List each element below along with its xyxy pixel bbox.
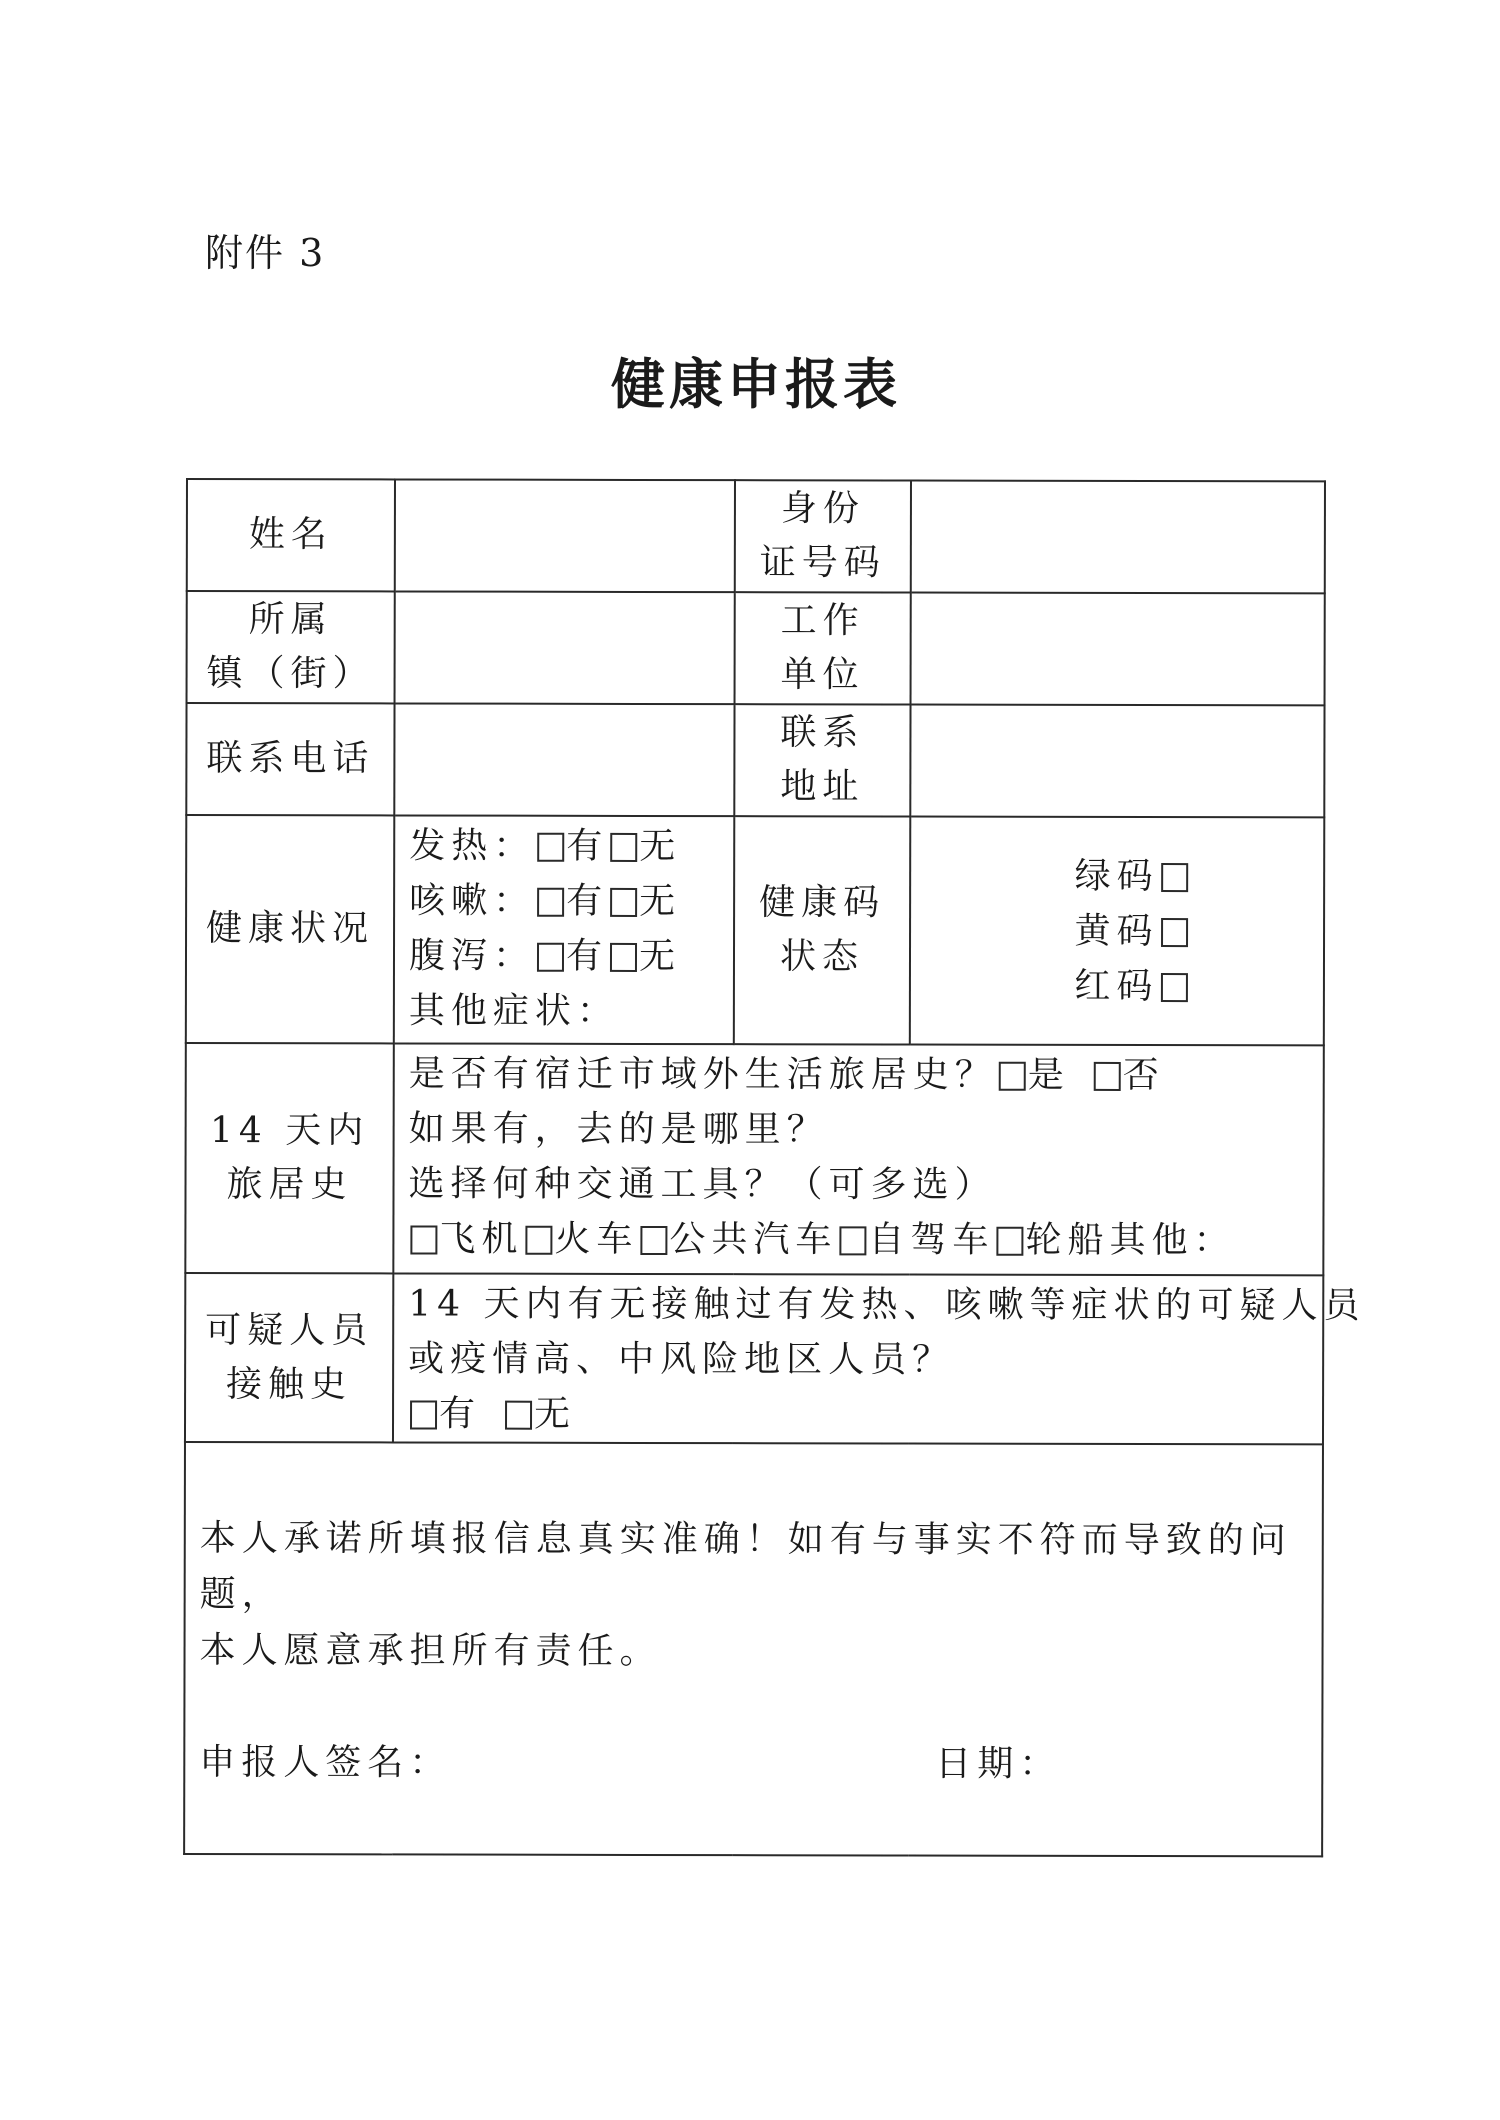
ship-checkbox[interactable]	[996, 1227, 1023, 1256]
date-label[interactable]: 日期：	[935, 1743, 1062, 1785]
contact-yes-checkbox[interactable]	[410, 1400, 437, 1429]
address-field[interactable]	[910, 705, 1324, 818]
address-label-cell	[734, 704, 910, 816]
id-number-field[interactable]	[911, 481, 1325, 594]
green-code-label: 绿码	[1074, 855, 1159, 897]
work-unit-field[interactable]	[911, 593, 1325, 706]
pledge-cell	[184, 1442, 1323, 1856]
train-checkbox[interactable]	[525, 1226, 552, 1255]
contact-label-line2: 接触史	[226, 1363, 353, 1405]
address-label-line2: 地址	[780, 766, 865, 808]
self-drive-checkbox[interactable]	[839, 1226, 866, 1255]
self-drive-label: 自驾车	[868, 1219, 995, 1261]
contact-question-line2: 或疫情高、中风险地区人员？	[408, 1338, 955, 1381]
phone-field[interactable]	[394, 703, 734, 816]
signature-label[interactable]: 申报人签名：	[199, 1742, 452, 1784]
travel-no-label: 否	[1122, 1054, 1165, 1097]
town-field[interactable]	[395, 591, 735, 704]
green-code-checkbox[interactable]	[1161, 863, 1188, 892]
yellow-code-row	[941, 903, 1323, 959]
travel-yes-checkbox[interactable]	[999, 1062, 1026, 1091]
transport-options-row	[408, 1211, 1322, 1268]
transport-question: 选择何种交通工具？（可多选）	[408, 1163, 997, 1206]
cough-row	[409, 873, 733, 929]
health-code-label-cell	[734, 816, 910, 1044]
diarrhea-yes-checkbox[interactable]	[537, 943, 564, 972]
address-label-line1: 联系	[780, 712, 865, 754]
health-code-options-cell	[910, 817, 1324, 1046]
cough-no-checkbox[interactable]	[610, 888, 637, 917]
work-label-line2: 单位	[780, 654, 865, 696]
town-label-line2: 镇（街）	[206, 653, 375, 695]
name-label: 姓名	[248, 514, 333, 556]
travel-destination-row[interactable]	[409, 1101, 1323, 1158]
pledge-line2: 本人愿意承担所有责任。	[199, 1630, 662, 1672]
diarrhea-label: 腹泻：	[408, 935, 536, 977]
phone-label: 联系电话	[206, 738, 375, 780]
contact-answer-row	[408, 1386, 1322, 1443]
health-status-label-cell	[186, 815, 394, 1043]
cough-label: 咳嗽：	[409, 880, 536, 922]
fever-label: 发热：	[409, 825, 536, 867]
ship-other-label: 轮船其他：	[1025, 1219, 1236, 1262]
code-label-line2: 状态	[779, 936, 865, 978]
contact-yes-label: 有	[438, 1393, 482, 1435]
red-code-checkbox[interactable]	[1160, 973, 1187, 1002]
train-label: 火车	[554, 1218, 639, 1260]
town-label-line1: 所属	[248, 599, 333, 641]
code-label-line1: 健康码	[759, 882, 886, 924]
travel-question-row	[409, 1046, 1323, 1103]
phone-label-cell	[186, 703, 394, 815]
pledge-line1: 本人承诺所填报信息真实准确！如有与事实不符而导致的问题，	[199, 1518, 1292, 1616]
work-unit-label-cell	[735, 592, 911, 704]
cough-yes-label: 有	[566, 880, 609, 922]
cough-no-label: 无	[639, 880, 682, 923]
fever-no-checkbox[interactable]	[610, 833, 637, 862]
health-status-label: 健康状况	[205, 908, 375, 950]
red-code-label: 红码	[1074, 965, 1159, 1007]
red-code-row	[941, 958, 1323, 1014]
travel-label-line1: 14 天内	[209, 1110, 370, 1152]
travel-destination-question: 如果有，去的是哪里？	[408, 1108, 829, 1151]
fever-no-label: 无	[639, 825, 682, 868]
travel-history-label-cell	[185, 1043, 393, 1273]
id-label-line1: 身份	[780, 488, 865, 530]
diarrhea-row	[409, 928, 733, 984]
contact-label-line1: 可疑人员	[205, 1309, 374, 1351]
symptoms-cell	[394, 815, 734, 1044]
diarrhea-no-checkbox[interactable]	[610, 943, 637, 972]
green-code-row	[941, 848, 1323, 904]
travel-no-checkbox[interactable]	[1094, 1062, 1121, 1091]
bus-label: 公共汽车	[669, 1219, 838, 1261]
diarrhea-yes-label: 有	[565, 935, 609, 977]
contact-question-line1: 14 天内有无接触过有发热、咳嗽等症状的可疑人员	[408, 1283, 1366, 1327]
yellow-code-checkbox[interactable]	[1161, 918, 1188, 947]
town-label-cell	[187, 591, 395, 703]
other-symptoms-label: 其他症状：	[408, 990, 619, 1032]
travel-yes-label: 是	[1027, 1054, 1070, 1096]
form-title: 健康申报表	[611, 353, 901, 416]
fever-yes-label: 有	[566, 825, 609, 867]
fever-yes-checkbox[interactable]	[537, 833, 564, 862]
other-symptoms-row[interactable]	[409, 983, 733, 1039]
contact-no-checkbox[interactable]	[505, 1401, 532, 1430]
id-number-label-cell	[735, 480, 911, 592]
travel-label-line2: 旅居史	[226, 1164, 353, 1206]
signature-row	[199, 1735, 1321, 1793]
id-label-line2: 证号码	[759, 542, 886, 584]
health-declaration-form	[183, 478, 1366, 1857]
travel-question: 是否有宿迁市域外生活旅居史？	[408, 1053, 997, 1096]
fever-row	[409, 818, 733, 874]
plane-checkbox[interactable]	[410, 1225, 437, 1254]
yellow-code-label: 黄码	[1074, 910, 1159, 952]
attachment-label: 附件 3	[205, 231, 326, 275]
transport-question-row	[408, 1156, 1322, 1213]
contact-history-label-cell	[185, 1273, 393, 1442]
contact-history-cell	[393, 1273, 1366, 1444]
name-field[interactable]	[395, 479, 735, 592]
contact-no-label: 无	[534, 1393, 577, 1435]
diarrhea-no-label: 无	[638, 935, 682, 978]
plane-label: 飞机	[439, 1218, 524, 1260]
bus-checkbox[interactable]	[640, 1226, 667, 1255]
travel-history-cell	[393, 1043, 1323, 1275]
cough-yes-checkbox[interactable]	[537, 888, 564, 917]
work-label-line1: 工作	[780, 600, 865, 642]
name-label-cell	[187, 479, 395, 591]
